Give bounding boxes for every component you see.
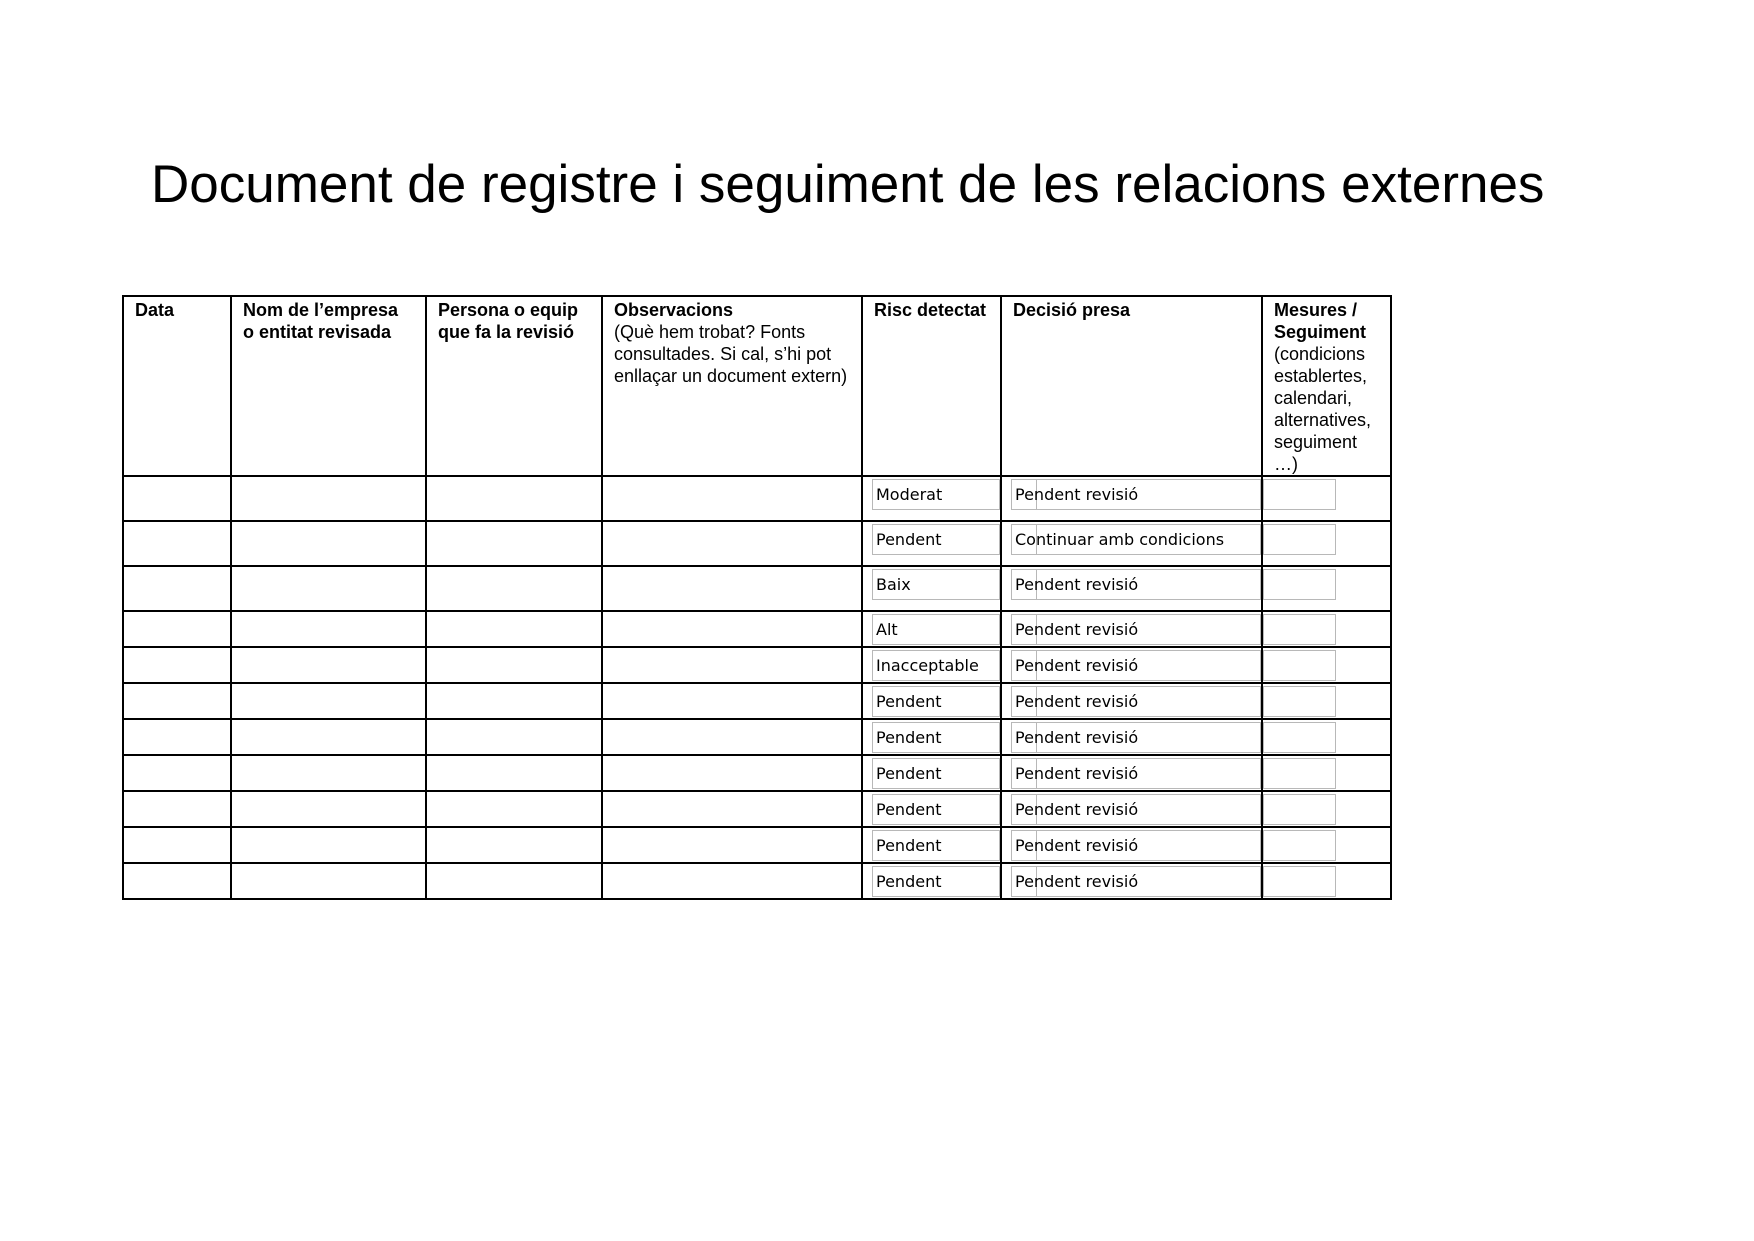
decision-select-label: Pendent revisió	[1015, 836, 1139, 855]
decision-select[interactable]	[1011, 479, 1261, 510]
entity-name-cell[interactable]	[231, 476, 426, 521]
header-risk: Risc detectat	[862, 296, 1001, 476]
document-title: Document de registre i seguiment de les relacions externes	[151, 155, 1545, 214]
header-measures: Mesures / Seguiment (condicions establertes, calendari, alternatives, seguiment …)	[1262, 296, 1391, 476]
risk-select[interactable]: Pendent	[872, 686, 1000, 717]
decision-select[interactable]	[1011, 758, 1261, 789]
risk-select[interactable]: Pendent	[872, 722, 1000, 753]
header-reviewer: Persona o equip que fa la revisió	[426, 296, 602, 476]
table-row	[123, 647, 1391, 683]
decision-select[interactable]	[1011, 650, 1261, 681]
risk-select[interactable]: Moderat	[872, 479, 1000, 510]
risk-cell	[862, 611, 1001, 647]
observations-cell[interactable]	[602, 566, 862, 611]
date-cell[interactable]	[123, 791, 231, 827]
table-row	[123, 755, 1391, 791]
risk-cell	[862, 647, 1001, 683]
decision-select-label: Continuar amb condicions	[1015, 530, 1225, 549]
measures-cell	[1262, 827, 1391, 863]
reviewer-cell[interactable]	[426, 863, 602, 899]
decision-select-label: Pendent revisió	[1015, 620, 1139, 639]
decision-cell	[1001, 863, 1262, 899]
decision-cell	[1001, 755, 1262, 791]
risk-cell	[862, 521, 1001, 566]
decision-select-label: Pendent revisió	[1015, 575, 1139, 594]
risk-select[interactable]: Pendent	[872, 830, 1000, 861]
table-row	[123, 827, 1391, 863]
date-cell[interactable]	[123, 755, 231, 791]
reviewer-cell[interactable]	[426, 827, 602, 863]
observations-cell[interactable]	[602, 647, 862, 683]
measures-cell	[1262, 647, 1391, 683]
date-cell[interactable]	[123, 611, 231, 647]
risk-cell	[862, 719, 1001, 755]
risk-cell	[862, 566, 1001, 611]
risk-cell	[862, 755, 1001, 791]
risk-select[interactable]: Pendent	[872, 524, 1000, 555]
entity-name-cell[interactable]	[231, 521, 426, 566]
reviewer-cell[interactable]	[426, 791, 602, 827]
decision-cell	[1001, 611, 1262, 647]
date-cell[interactable]	[123, 521, 231, 566]
reviewer-cell[interactable]	[426, 566, 602, 611]
decision-select-label: Pendent revisió	[1015, 656, 1139, 675]
risk-select[interactable]: Baix	[872, 569, 1000, 600]
risk-cell	[862, 476, 1001, 521]
register-table	[122, 295, 1392, 900]
reviewer-cell[interactable]	[426, 611, 602, 647]
risk-select[interactable]: Alt	[872, 614, 1000, 645]
decision-cell	[1001, 566, 1262, 611]
table-row	[123, 611, 1391, 647]
measures-cell	[1262, 683, 1391, 719]
observations-cell[interactable]	[602, 521, 862, 566]
observations-cell[interactable]	[602, 683, 862, 719]
measures-text-field[interactable]	[1263, 650, 1336, 681]
risk-select[interactable]: Inacceptable	[872, 650, 1000, 681]
reviewer-cell[interactable]	[426, 647, 602, 683]
table-header-row	[123, 296, 1391, 476]
measures-text-field[interactable]	[1263, 614, 1336, 645]
measures-text-field[interactable]	[1263, 722, 1336, 753]
reviewer-cell[interactable]	[426, 755, 602, 791]
measures-cell	[1262, 521, 1391, 566]
date-cell[interactable]	[123, 683, 231, 719]
reviewer-cell[interactable]	[426, 521, 602, 566]
measures-cell	[1262, 755, 1391, 791]
date-cell[interactable]	[123, 863, 231, 899]
risk-cell	[862, 791, 1001, 827]
table-row	[123, 566, 1391, 611]
observations-cell[interactable]	[602, 476, 862, 521]
risk-select[interactable]: Pendent	[872, 794, 1000, 825]
measures-text-field[interactable]	[1263, 569, 1336, 600]
measures-text-field[interactable]	[1263, 758, 1336, 789]
decision-select-label: Pendent revisió	[1015, 692, 1139, 711]
observations-cell[interactable]	[602, 611, 862, 647]
risk-select[interactable]: Pendent	[872, 758, 1000, 789]
table-row	[123, 719, 1391, 755]
table-row	[123, 863, 1391, 899]
measures-cell	[1262, 863, 1391, 899]
risk-cell	[862, 683, 1001, 719]
decision-select[interactable]	[1011, 830, 1261, 861]
table-row	[123, 521, 1391, 566]
decision-cell	[1001, 521, 1262, 566]
measures-text-field[interactable]	[1263, 686, 1336, 717]
entity-name-cell[interactable]	[231, 566, 426, 611]
date-cell[interactable]	[123, 476, 231, 521]
measures-cell	[1262, 611, 1391, 647]
header-entity-name: Nom de l’empresa o entitat revisada	[231, 296, 426, 476]
table-row	[123, 476, 1391, 521]
decision-select[interactable]	[1011, 686, 1261, 717]
risk-cell	[862, 827, 1001, 863]
measures-text-field[interactable]	[1263, 830, 1336, 861]
table-row	[123, 683, 1391, 719]
reviewer-cell[interactable]	[426, 719, 602, 755]
entity-name-cell[interactable]	[231, 647, 426, 683]
entity-name-cell[interactable]	[231, 863, 426, 899]
date-cell[interactable]	[123, 719, 231, 755]
decision-cell	[1001, 476, 1262, 521]
table-row	[123, 791, 1391, 827]
observations-cell[interactable]	[602, 863, 862, 899]
decision-cell	[1001, 719, 1262, 755]
decision-select-label: Pendent revisió	[1015, 764, 1139, 783]
entity-name-cell[interactable]	[231, 611, 426, 647]
entity-name-cell[interactable]	[231, 827, 426, 863]
decision-cell	[1001, 647, 1262, 683]
observations-cell[interactable]	[602, 827, 862, 863]
decision-select[interactable]	[1011, 614, 1261, 645]
decision-select[interactable]	[1011, 524, 1261, 555]
reviewer-cell[interactable]	[426, 476, 602, 521]
decision-cell	[1001, 683, 1262, 719]
measures-cell	[1262, 719, 1391, 755]
risk-cell	[862, 863, 1001, 899]
decision-select-label: Pendent revisió	[1015, 728, 1139, 747]
date-cell[interactable]	[123, 827, 231, 863]
measures-text-field[interactable]	[1263, 794, 1336, 825]
decision-select[interactable]	[1011, 569, 1261, 600]
observations-cell[interactable]	[602, 719, 862, 755]
decision-cell	[1001, 827, 1262, 863]
observations-cell[interactable]	[602, 791, 862, 827]
measures-cell	[1262, 566, 1391, 611]
measures-cell	[1262, 476, 1391, 521]
entity-name-cell[interactable]	[231, 719, 426, 755]
decision-cell	[1001, 791, 1262, 827]
reviewer-cell[interactable]	[426, 683, 602, 719]
observations-cell[interactable]	[602, 755, 862, 791]
decision-select[interactable]	[1011, 722, 1261, 753]
decision-select-label: Pendent revisió	[1015, 872, 1139, 891]
entity-name-cell[interactable]	[231, 791, 426, 827]
date-cell[interactable]	[123, 566, 231, 611]
risk-select[interactable]: Pendent	[872, 866, 1000, 897]
measures-text-field[interactable]	[1263, 479, 1336, 510]
measures-text-field[interactable]	[1263, 524, 1336, 555]
decision-select[interactable]	[1011, 866, 1261, 897]
date-cell[interactable]	[123, 647, 231, 683]
header-date: Data	[123, 296, 231, 476]
decision-select-label: Pendent revisió	[1015, 485, 1139, 504]
header-observations: Observacions (Què hem trobat? Fonts consultades. Si cal, s’hi pot enllaçar un document extern)	[602, 296, 862, 476]
entity-name-cell[interactable]	[231, 683, 426, 719]
decision-select-label: Pendent revisió	[1015, 800, 1139, 819]
decision-select[interactable]	[1011, 794, 1261, 825]
entity-name-cell[interactable]	[231, 755, 426, 791]
measures-cell	[1262, 791, 1391, 827]
header-decision: Decisió presa	[1001, 296, 1262, 476]
measures-text-field[interactable]	[1263, 866, 1336, 897]
